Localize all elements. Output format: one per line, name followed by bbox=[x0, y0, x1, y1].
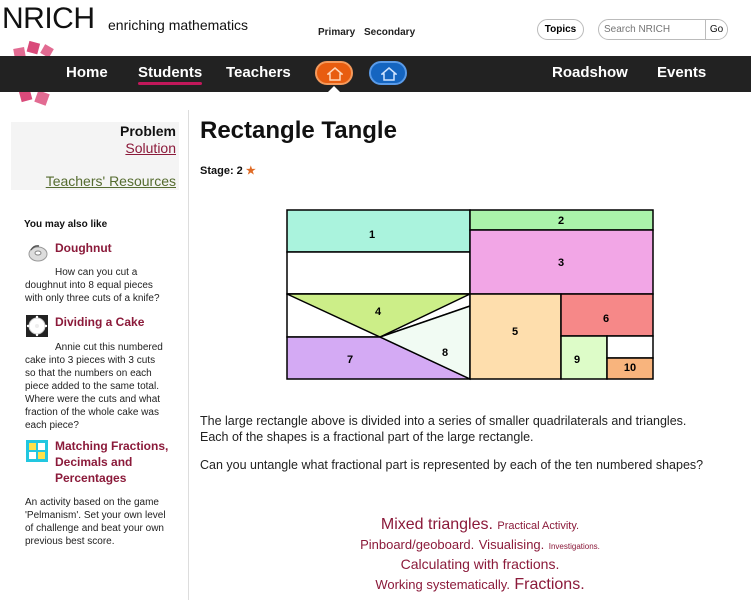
cake-icon[interactable] bbox=[26, 315, 48, 337]
nav-events[interactable]: Events bbox=[657, 64, 707, 81]
related-doughnut-desc-3: with only three cuts of a knife? bbox=[25, 293, 160, 304]
tag-dot: . bbox=[488, 516, 493, 533]
tag-line-1 bbox=[300, 516, 660, 536]
resource-tabs bbox=[11, 122, 179, 190]
intro-line-2: Each of the shapes is a fractional part of the large rectangle. bbox=[200, 430, 534, 444]
you-may-also-like-heading: You may also like bbox=[24, 219, 108, 230]
tag-dot: . bbox=[597, 542, 600, 551]
topic-tag-cloud bbox=[300, 516, 660, 596]
related-matching-title-3[interactable]: Percentages bbox=[55, 471, 127, 485]
related-cake-desc-5: Where were the cuts and what bbox=[25, 394, 161, 405]
stage-indicator bbox=[200, 164, 256, 177]
secondary-stage-button[interactable] bbox=[369, 61, 407, 85]
rectangle-tangle-diagram bbox=[284, 207, 656, 383]
shape-blank-a bbox=[287, 252, 470, 294]
related-cake-title[interactable]: Dividing a Cake bbox=[55, 315, 145, 329]
intro-line-1: The large rectangle above is divided into a series of smaller quadrilaterals and triangles. bbox=[200, 414, 687, 428]
tag-working-systematically[interactable]: Working systematically bbox=[375, 577, 507, 592]
related-cake-desc-3: so that the numbers on each bbox=[25, 368, 152, 379]
site-tagline: enriching mathematics bbox=[108, 17, 249, 33]
home-icon bbox=[327, 67, 343, 81]
related-cake-desc-4: piece added to the same total. bbox=[25, 381, 159, 392]
shape-label-5: 5 bbox=[511, 326, 519, 338]
search-go-button[interactable]: Go bbox=[705, 20, 727, 39]
question-paragraph: Can you untangle what fractional part is represented by each of the ten numbered shapes? bbox=[200, 458, 704, 472]
shape-label-1: 1 bbox=[368, 229, 376, 241]
problem-title: Rectangle Tangle bbox=[200, 117, 397, 144]
related-doughnut-desc-2: doughnut into 8 equal pieces bbox=[25, 280, 153, 291]
tag-visualising[interactable]: Visualising bbox=[478, 537, 541, 552]
related-matching-title-1[interactable]: Matching Fractions, bbox=[55, 439, 169, 453]
stage-label: Stage: 2 bbox=[200, 165, 243, 177]
fraction-cards-icon[interactable] bbox=[26, 440, 48, 462]
related-matching-desc-2: 'Pelmanism'. Set your own level bbox=[25, 510, 166, 521]
intro-paragraph bbox=[200, 413, 745, 445]
tag-mixed-triangles[interactable]: Mixed triangles bbox=[380, 516, 489, 533]
active-stage-pointer bbox=[327, 86, 341, 93]
nav-home[interactable]: Home bbox=[66, 64, 108, 81]
related-cake-desc-6: fraction of the whole cake was bbox=[25, 407, 159, 418]
related-matching-title-2[interactable]: Decimals and bbox=[55, 455, 133, 469]
search-input[interactable] bbox=[599, 20, 706, 39]
nav-teachers[interactable]: Teachers bbox=[226, 64, 291, 81]
site-logo-text[interactable]: NRICH bbox=[2, 2, 95, 35]
related-cake-desc-7: each piece? bbox=[25, 420, 79, 431]
secondary-label[interactable]: Secondary bbox=[364, 27, 416, 38]
star-icon: ★ bbox=[245, 165, 256, 177]
related-doughnut-desc-1: How can you cut a bbox=[55, 267, 138, 278]
tab-problem[interactable]: Problem bbox=[119, 123, 176, 139]
tab-teachers-resources[interactable]: Teachers' Resources bbox=[45, 173, 176, 189]
tag-calculating-with-fractions[interactable]: Calculating with fractions bbox=[400, 556, 556, 572]
shape-label-4: 4 bbox=[374, 306, 382, 318]
shape-label-6: 6 bbox=[602, 313, 610, 325]
tag-dot: . bbox=[576, 520, 580, 532]
shape-blank-c bbox=[607, 336, 653, 358]
topics-button[interactable]: Topics bbox=[537, 19, 584, 40]
tag-line-3 bbox=[300, 556, 660, 576]
tag-dot: . bbox=[506, 577, 510, 592]
related-doughnut-title[interactable]: Doughnut bbox=[55, 241, 112, 255]
tag-practical-activity[interactable]: Practical Activity bbox=[497, 520, 577, 532]
related-matching-desc-3: of challenge and beat your own bbox=[25, 523, 164, 534]
search-box bbox=[598, 19, 728, 40]
tag-investigations[interactable]: Investigations bbox=[548, 542, 598, 551]
related-matching-desc-1: An activity based on the game bbox=[25, 497, 159, 508]
shape-label-7: 7 bbox=[346, 354, 354, 366]
home-icon bbox=[381, 67, 397, 81]
shape-label-2: 2 bbox=[557, 215, 565, 227]
tag-line-2 bbox=[300, 536, 660, 556]
tag-dot: . bbox=[540, 537, 545, 552]
sidebar bbox=[0, 110, 189, 600]
shape-label-8: 8 bbox=[441, 347, 449, 359]
related-cake-desc-1: Annie cut this numbered bbox=[55, 342, 163, 353]
shape-label-9: 9 bbox=[573, 354, 581, 366]
tag-dot: . bbox=[470, 537, 475, 552]
nav-roadshow[interactable]: Roadshow bbox=[552, 64, 628, 81]
shape-1 bbox=[287, 210, 470, 252]
related-matching-desc-4: previous best score. bbox=[25, 536, 115, 547]
tag-dot: . bbox=[580, 576, 585, 593]
doughnut-icon[interactable] bbox=[26, 241, 48, 263]
shape-9 bbox=[561, 336, 607, 379]
shape-label-3: 3 bbox=[557, 257, 565, 269]
nav-students[interactable]: Students bbox=[138, 56, 202, 92]
tag-fractions[interactable]: Fractions bbox=[514, 576, 581, 593]
primary-stage-button[interactable] bbox=[315, 61, 353, 85]
primary-label[interactable]: Primary bbox=[318, 27, 356, 38]
tab-solution[interactable]: Solution bbox=[125, 140, 176, 156]
tag-pinboard-geoboard[interactable]: Pinboard/geoboard bbox=[360, 537, 471, 552]
shape-label-10: 10 bbox=[623, 362, 637, 374]
tag-line-4 bbox=[300, 576, 660, 596]
tag-dot: . bbox=[555, 556, 560, 572]
related-cake-desc-2: cake into 3 pieces with 3 cuts bbox=[25, 355, 156, 366]
